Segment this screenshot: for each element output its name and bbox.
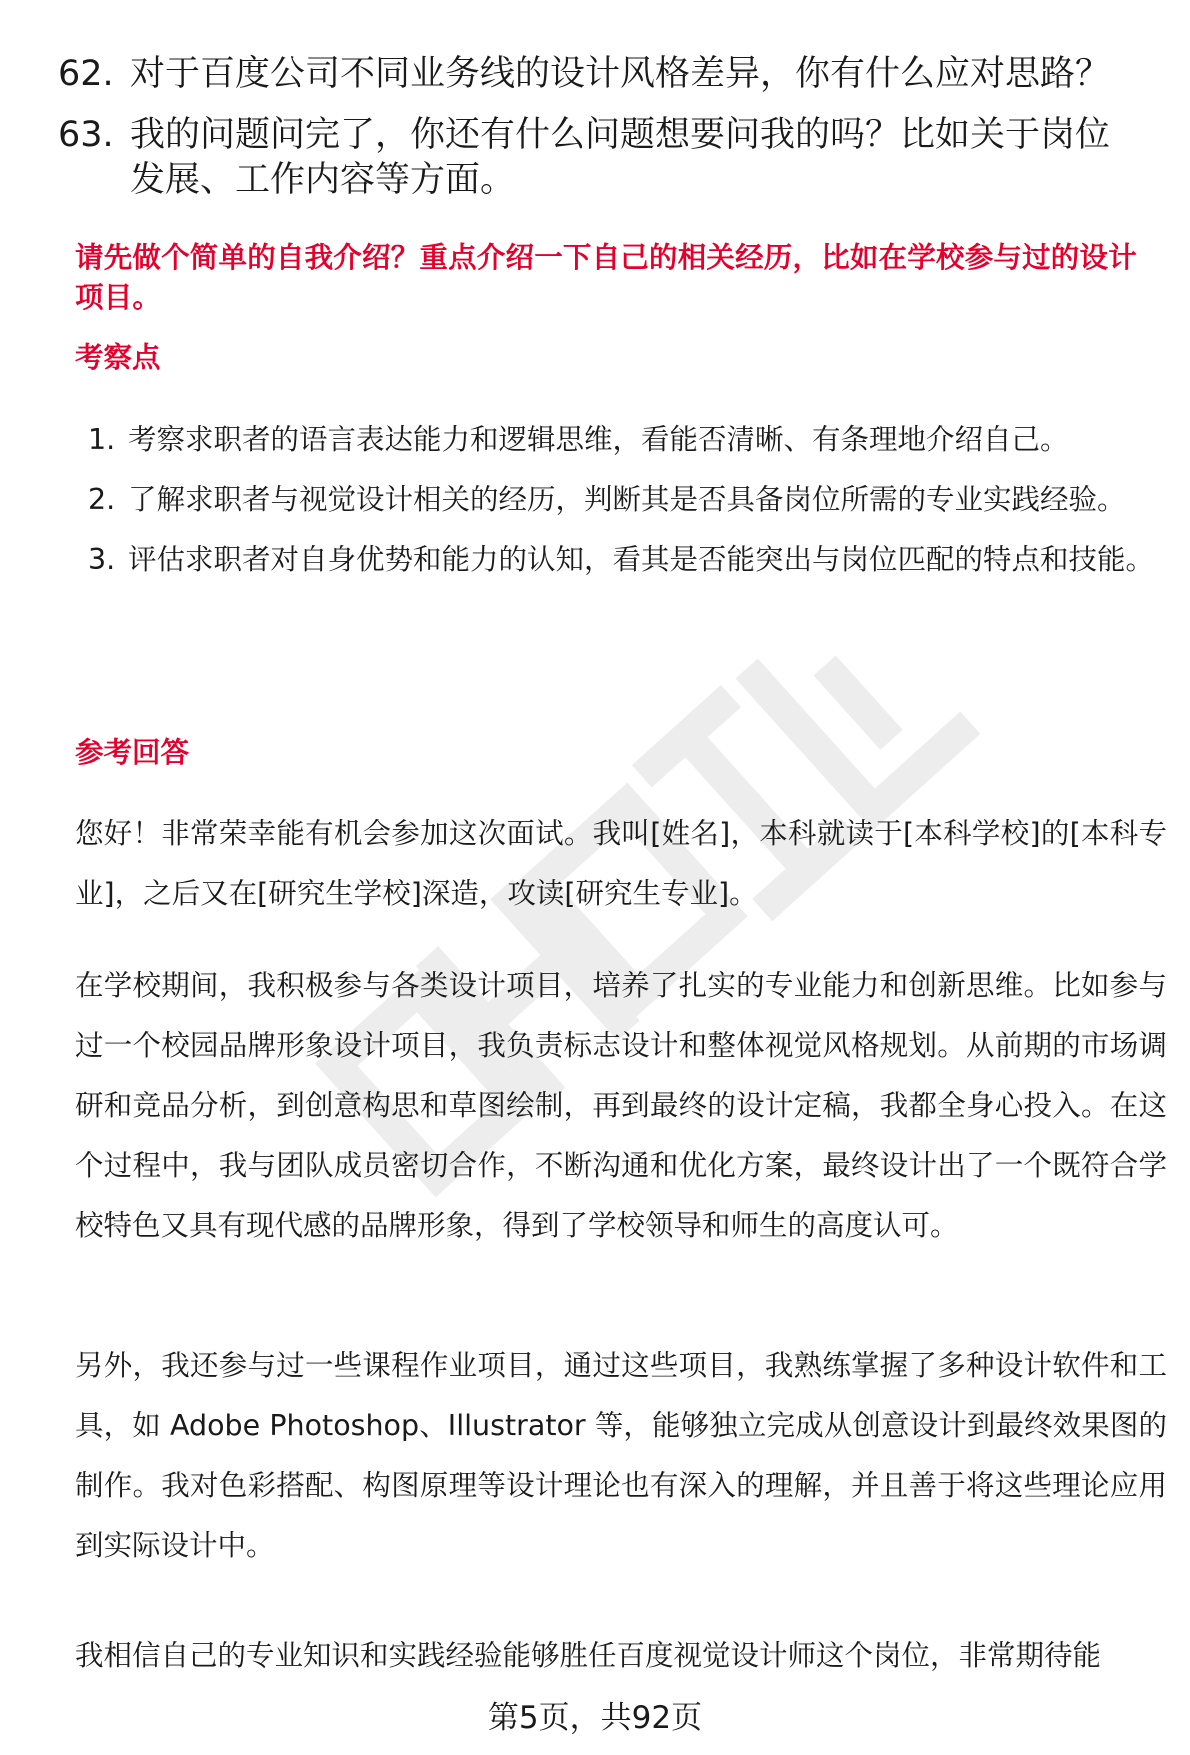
question-list (58, 52, 1138, 219)
answer-paragraph: 我相信自己的专业知识和实践经验能够胜任百度视觉设计师这个岗位，非常期待能 (75, 1639, 1102, 1672)
focus-point-text: 了解求职者与视觉设计相关的经历，判断其是否具备岗位所需的专业实践经验。 (128, 483, 1126, 516)
focus-section-title: 考察点 (75, 341, 161, 374)
focus-point-number: 3. (88, 543, 116, 576)
answer-paragraph: 另外，我还参与过一些课程作业项目，通过这些项目，我熟练掌握了多种设计软件和工具，如 Adobe Photoshop、Illustrator 等，能够独立完成从创意设计到最终效果图的制作。我对色彩搭配、构图原理等设计理论也有深入的理解，并且善于将这些理论应用到实际设计中。 (75, 1349, 1167, 1562)
question-text: 我的问题问完了，你还有什么问题想要问我的吗？比如关于岗位发展、工作内容等方面。 (130, 115, 1111, 200)
main-question-heading: 请先做个简单的自我介绍？重点介绍一下自己的相关经历，比如在学校参与过的设计项目。 (75, 241, 1137, 314)
page-footer (0, 1696, 1190, 1740)
question-number: 62. (58, 54, 114, 94)
question-item (58, 113, 1138, 203)
answer-paragraph: 在学校期间，我积极参与各类设计项目，培养了扎实的专业能力和创新思维。比如参与过一个校园品牌形象设计项目，我负责标志设计和整体视觉风格规划。从前期的市场调研和竞品分析，到创意构思和草图绘制，再到最终的设计定稿，我都全身心投入。在这个过程中，我与团队成员密切合作，不断沟通和优化方案，最终设计出了一个既符合学校特色又具有现代感的品牌形象，得到了学校领导和师生的高度认可。 (75, 969, 1167, 1242)
focus-point (88, 470, 1168, 530)
focus-point-number: 2. (88, 483, 116, 516)
focus-point-text: 考察求职者的语言表达能力和逻辑思维，看能否清晰、有条理地介绍自己。 (128, 423, 1069, 456)
question-text: 对于百度公司不同业务线的设计风格差异，你有什么应对思路？ (130, 54, 1111, 94)
focus-point (88, 530, 1168, 590)
answer-paragraph: 您好！非常荣幸能有机会参加这次面试。我叫[姓名]，本科就读于[本科学校]的[本科专业]，之后又在[研究生学校]深造，攻读[研究生专业]。 (75, 817, 1167, 910)
answer-section-title: 参考回答 (75, 736, 190, 769)
question-item (58, 52, 1138, 97)
question-number: 63. (58, 115, 114, 155)
focus-point (88, 410, 1168, 470)
page-number-label: 第5页，共92页 (487, 1700, 703, 1736)
focus-point-list (88, 410, 1168, 590)
focus-point-text: 评估求职者对自身优势和能力的认知，看其是否能突出与岗位匹配的特点和技能。 (128, 543, 1155, 576)
focus-point-number: 1. (88, 423, 116, 456)
